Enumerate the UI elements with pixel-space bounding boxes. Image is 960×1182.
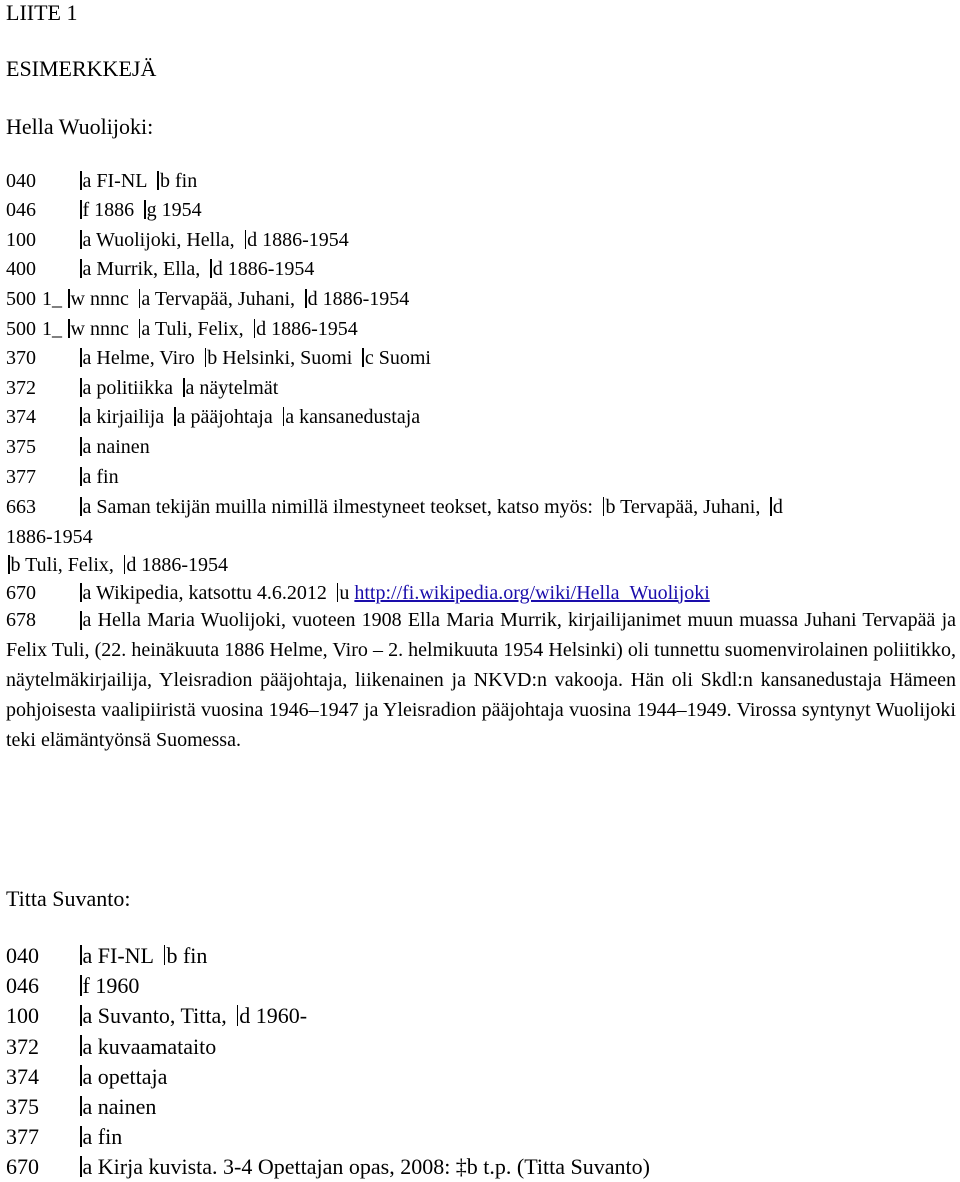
biographical-note: a Hella Maria Wuolijoki, vuoteen 1908 Ella Maria Murrik, kirjailijanimet muun muassa Juhani Tervapää ja Felix Tuli, (22. heinäkuuta 1886 Helme, Viro – 2. helmikuuta 1954 Helsinki) oli tunnettu suomenvirolainen poliitikko, näytelmäkirjailija, Yleisradion pääjohtaja, liikenainen ja NKVD:n vakooja. Hän oli Skdl:n kansanedustaja Hämeen pohjoisesta vaalipiiristä vuosina 1946–1947 ja Yleisradion pääjohtaja vuosina 1944–1949. Virossa syntynyt Wuolijoki teki elämäntyönsä Suomessa. — [6, 609, 956, 751]
marc-field-374 — [6, 403, 420, 433]
subfield-b: b Tuli, Felix, — [10, 553, 114, 576]
subfield-delimiter — [80, 230, 82, 249]
subfield-value: a kuvaamataito — [82, 1033, 217, 1059]
subfield-value: w nnnc — [70, 317, 129, 340]
field-tag: 040 — [6, 169, 36, 192]
subfield-value: c Suomi — [364, 347, 431, 370]
subfield-delimiter — [144, 200, 146, 219]
field-tag: 372 — [6, 1033, 39, 1059]
marc-field-377 — [6, 462, 119, 492]
subfield-a: a Saman tekijän muilla nimillä ilmestyneet teokset, katso myös: — [82, 495, 593, 518]
field-tag: 678 — [6, 609, 36, 631]
field-tag: 372 — [6, 376, 36, 399]
subfield-value: a politiikka — [82, 376, 174, 399]
marc-field-046 — [6, 196, 202, 226]
subfield-delimiter — [80, 975, 82, 996]
subfield-delimiter — [245, 230, 247, 249]
subfield-d-value: 1886-1954 — [6, 525, 93, 548]
subfield-value: d 1886-1954 — [256, 317, 358, 340]
section-title-wuolijoki: Hella Wuolijoki: — [6, 114, 154, 139]
subfield-delimiter — [68, 319, 70, 338]
subfield-delimiter — [124, 555, 126, 574]
marc-field-370 — [6, 344, 431, 374]
subfield-delimiter — [8, 555, 10, 574]
marc-field-372 — [6, 1032, 216, 1062]
field-tag: 374 — [6, 406, 36, 429]
subfield-delimiter — [80, 611, 82, 630]
field-tag: 663 — [6, 495, 36, 518]
subfield-value: d 1886-1954 — [247, 228, 349, 251]
subfield-value: b Helsinki, Suomi — [207, 347, 353, 370]
subfield-delimiter — [80, 1156, 82, 1177]
subfield-delimiter — [80, 583, 82, 602]
subfield-value: a Wuolijoki, Hella, — [82, 228, 235, 251]
subfield-value: a fin — [82, 1124, 123, 1150]
subfield-value: a kirjailija — [82, 406, 165, 429]
subfield-delimiter — [603, 497, 605, 516]
subfield-b: b Tervapää, Juhani, — [605, 495, 761, 518]
subfield-delimiter — [68, 289, 70, 308]
subfield-value: a fin — [82, 465, 119, 488]
subfield-a: a Wikipedia, katsottu 4.6.2012 — [82, 581, 327, 604]
field-tag: 040 — [6, 943, 39, 968]
marc-field-670 — [6, 1152, 650, 1182]
field-tag: 670 — [6, 581, 36, 604]
subfield-delimiter — [80, 1035, 82, 1056]
marc-field-663-continuation — [6, 522, 93, 552]
marc-field-663-continuation-2 — [6, 550, 228, 580]
field-tag: 500 — [6, 317, 36, 340]
marc-field-375 — [6, 432, 150, 462]
subfield-value: a Tuli, Felix, — [141, 317, 244, 340]
subfield-delimiter — [80, 1096, 82, 1117]
subfield-delimiter — [80, 497, 82, 516]
subfield-d: d 1886-1954 — [126, 553, 229, 576]
subfield-value: a pääjohtaja — [176, 406, 273, 429]
field-tag: 377 — [6, 1124, 39, 1150]
subfield-delimiter — [157, 171, 159, 190]
subfield-delimiter — [183, 378, 185, 397]
field-indicators: 1_ — [42, 317, 62, 340]
marc-field-500 — [6, 314, 358, 344]
marc-field-500 — [6, 284, 409, 314]
subfield-delimiter — [80, 348, 82, 367]
subfield-value: a Murrik, Ella, — [82, 258, 201, 281]
subfield-value: a Suvanto, Titta, — [82, 1003, 227, 1029]
subfield-value: a Kirja kuvista. 3-4 Opettajan opas, 2008: ‡b t.p. (Titta Suvanto) — [82, 1154, 650, 1180]
marc-field-670 — [6, 578, 710, 608]
field-tag: 670 — [6, 1154, 39, 1180]
subfield-delimiter — [139, 319, 141, 338]
field-tag: 100 — [6, 228, 36, 251]
subfield-value: a nainen — [82, 1094, 157, 1119]
marc-field-400 — [6, 255, 314, 285]
subfield-delimiter — [80, 1065, 82, 1086]
subfield-value: w nnnc — [70, 287, 129, 310]
subfield-delimiter — [205, 348, 207, 367]
marc-field-046 — [6, 971, 139, 1001]
subfield-delimiter — [139, 289, 141, 308]
subfield-u-code: u — [339, 581, 350, 604]
subfield-delimiter — [80, 200, 82, 219]
subfield-value: a Tervapää, Juhani, — [141, 287, 296, 310]
subfield-d-code: d — [772, 495, 783, 518]
appendix-label: LIITE 1 — [6, 0, 78, 25]
subfield-value: d 1886-1954 — [212, 258, 315, 281]
field-tag: 500 — [6, 287, 36, 310]
subfield-delimiter — [80, 407, 82, 426]
field-tag: 370 — [6, 347, 36, 370]
field-tag: 377 — [6, 465, 36, 488]
marc-field-372 — [6, 373, 278, 403]
marc-field-374 — [6, 1062, 167, 1092]
field-indicators: 1_ — [42, 287, 62, 310]
subfield-delimiter — [80, 1126, 82, 1147]
field-tag: 046 — [6, 199, 36, 222]
subfield-delimiter — [80, 437, 82, 456]
field-tag: 046 — [6, 973, 39, 999]
subfield-delimiter — [770, 497, 772, 516]
marc-field-040 — [6, 941, 207, 971]
marc-field-375 — [6, 1092, 156, 1122]
subfield-value: d 1960- — [239, 1003, 308, 1029]
field-tag: 375 — [6, 1094, 39, 1119]
subfield-value: a FI-NL — [82, 943, 154, 968]
subfield-delimiter — [237, 1005, 239, 1026]
subfield-delimiter — [80, 467, 82, 486]
subfield-value: a kansanedustaja — [285, 406, 421, 429]
marc-field-040 — [6, 166, 197, 196]
marc-field-377 — [6, 1122, 122, 1152]
document-heading: ESIMERKKEJÄ — [6, 56, 157, 81]
subfield-delimiter — [305, 289, 307, 308]
field-tag: 375 — [6, 435, 36, 458]
subfield-delimiter — [210, 259, 212, 278]
subfield-value: f 1960 — [82, 973, 140, 999]
section-title-suvanto: Titta Suvanto: — [6, 886, 131, 911]
subfield-delimiter — [362, 348, 364, 367]
field-tag: 400 — [6, 258, 36, 281]
subfield-value: b fin — [159, 169, 198, 192]
subfield-value: g 1954 — [146, 199, 202, 222]
subfield-delimiter — [80, 259, 82, 278]
subfield-value: a opettaja — [82, 1063, 168, 1089]
subfield-value: a nainen — [82, 435, 150, 458]
field-tag: 374 — [6, 1063, 39, 1089]
subfield-delimiter — [80, 945, 82, 966]
subfield-value: b fin — [166, 943, 208, 968]
subfield-delimiter — [174, 407, 176, 426]
subfield-value: d 1886-1954 — [307, 287, 410, 310]
field-tag: 100 — [6, 1003, 39, 1029]
subfield-value: f 1886 — [82, 199, 135, 222]
subfield-value: a näytelmät — [185, 376, 279, 399]
marc-field-678 — [6, 605, 956, 755]
subfield-delimiter — [80, 378, 82, 397]
marc-field-100 — [6, 225, 349, 255]
subfield-delimiter — [80, 1005, 82, 1026]
marc-field-663 — [6, 492, 783, 522]
subfield-delimiter — [254, 319, 256, 338]
subfield-delimiter — [283, 407, 285, 426]
marc-field-100 — [6, 1001, 307, 1031]
subfield-delimiter — [337, 583, 339, 602]
subfield-value: a Helme, Viro — [82, 347, 195, 370]
subfield-delimiter — [80, 171, 82, 190]
subfield-delimiter — [164, 945, 166, 966]
subfield-value: a FI-NL — [82, 169, 148, 192]
wikipedia-link[interactable]: http://fi.wikipedia.org/wiki/Hella_Wuolijoki — [354, 581, 710, 604]
